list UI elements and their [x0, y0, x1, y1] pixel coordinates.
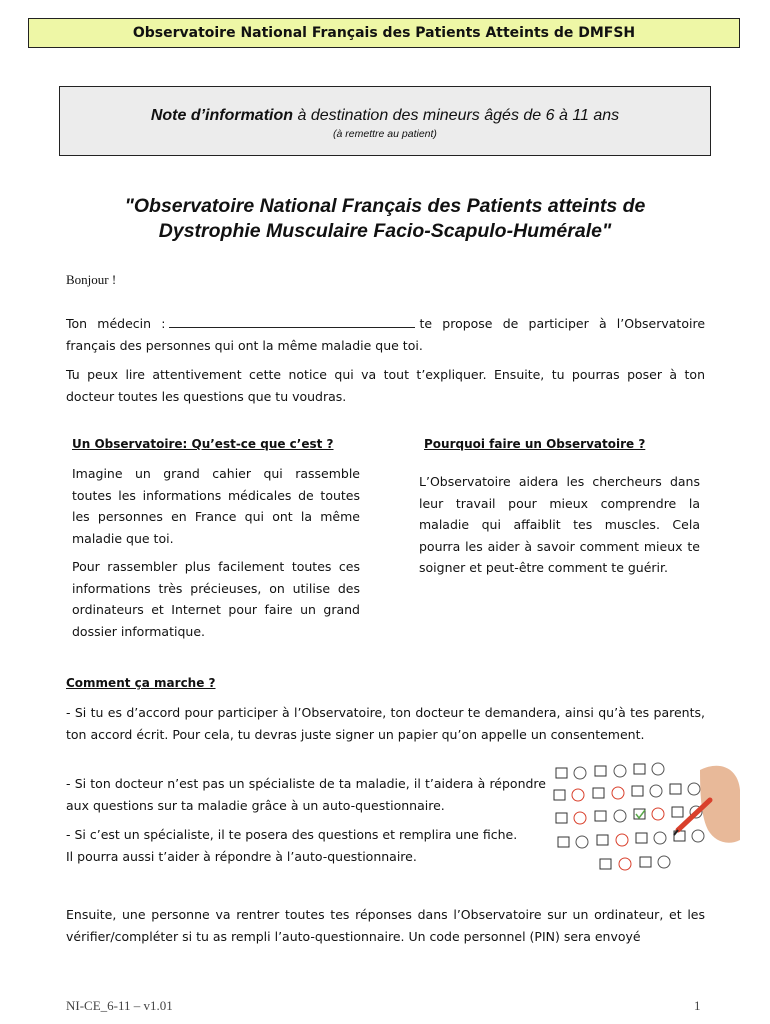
how-bullet-1: - Si tu es d’accord pour participer à l’Observatoire, ton docteur te demandera, ainsi qu’à tes parents, ton accord écrit. Pour cela, tu devras juste signer un papier qu’on appelle un consentement. — [66, 705, 705, 742]
note-title-bold: Note d’information — [150, 107, 294, 124]
note-box — [59, 86, 711, 156]
how-bullet-3-line2: Il pourra aussi t’aider à répondre à l’auto-questionnaire. — [66, 848, 417, 864]
how-bullet-3-line1: - Si c’est un spécialiste, il te posera des questions et remplira une fiche. — [66, 827, 518, 842]
note-title — [60, 107, 710, 125]
intro-paragraph-1 — [66, 313, 705, 356]
document-header-band — [28, 18, 740, 48]
doctor-name-blank — [169, 315, 415, 328]
intro-paragraph-1-rest: te propose de participer à l’Observatoire français des personnes qui ont la même maladie que toi. — [66, 316, 706, 353]
page-number: 1 — [694, 998, 701, 1013]
how-bullet-3 — [66, 824, 556, 867]
how-it-works-heading: Comment ça marche ? — [66, 676, 216, 690]
how-bullet-2: - Si ton docteur n’est pas un spécialiste de ta maladie, il t’aidera à répondre aux questions sur ta maladie grâce à un auto-questionnaire. — [66, 776, 546, 813]
note-title-rest: à destination des mineurs âgés de 6 à 11 ans — [293, 107, 620, 124]
smiley-row-3 — [556, 806, 702, 824]
left-column-heading: Un Observatoire: Qu’est-ce que c’est ? — [72, 437, 334, 451]
smiley-row-5 — [600, 856, 670, 870]
greeting: Bonjour ! — [66, 272, 117, 287]
intro-doctor-label: Ton médecin : — [66, 316, 166, 331]
right-column-heading: Pourquoi faire un Observatoire ? — [424, 437, 646, 451]
note-subtitle: (à remettre au patient) — [333, 128, 437, 140]
closing-paragraph: Ensuite, une personne va rentrer toutes tes réponses dans l’Observatoire sur un ordinateur, et les vérifier/compléter si tu as rempli l’auto-questionnaire. Un code personnel (PIN) sera envoyé — [66, 907, 705, 944]
right-column-paragraph-1: L’Observatoire aidera les chercheurs dans leur travail pour mieux comprendre la maladie qui affaiblit tes muscles. Cela pourra les aider à savoir comment mieux te soigner et peut-être comment te guérir. — [419, 474, 700, 575]
questionnaire-smileys-icon — [550, 760, 740, 882]
header-title: Observatoire National Français des Patients Atteints de DMFSH — [132, 25, 636, 41]
main-title — [40, 194, 730, 244]
smiley-row-1 — [556, 763, 664, 779]
smiley-row-2 — [554, 783, 700, 801]
main-title-line2: Dystrophie Musculaire Facio-Scapulo-Humérale" — [158, 220, 612, 242]
left-column-paragraph-1: Imagine un grand cahier qui rassemble toutes les informations médicales de toutes les personnes en France qui ont la même maladie que toi. — [72, 466, 360, 546]
smiley-row-4 — [558, 830, 704, 848]
footer-reference: NI-CE_6-11 – v1.01 — [66, 998, 173, 1013]
left-column-paragraph-2: Pour rassembler plus facilement toutes ces informations très précieuses, on utilise des ordinateurs et Internet pour faire un grand dossier informatique. — [72, 559, 360, 639]
intro-paragraph-2: Tu peux lire attentivement cette notice qui va tout t’expliquer. Ensuite, tu pourras poser à ton docteur toutes les questions que tu voudras. — [66, 367, 705, 404]
main-title-line1: "Observatoire National Français des Patients atteints de — [124, 195, 646, 217]
